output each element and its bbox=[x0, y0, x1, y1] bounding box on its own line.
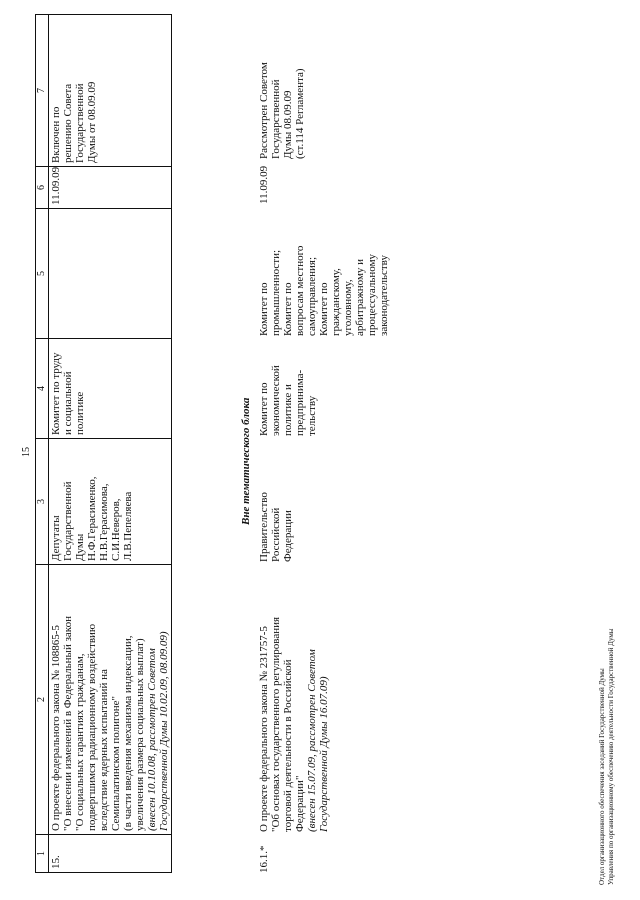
description-line: вследствие ядерных испытаний на bbox=[98, 669, 110, 831]
initiator bbox=[258, 436, 294, 562]
committee-line: тельству bbox=[306, 395, 318, 436]
bill-description bbox=[49, 565, 172, 835]
committee-line: Комитет по труду bbox=[50, 352, 62, 435]
co-committees bbox=[49, 209, 172, 339]
co-committee-line: гражданскому, bbox=[330, 268, 342, 336]
column-header: 2 bbox=[36, 565, 49, 835]
co-committee-line: процессуальному bbox=[366, 253, 378, 336]
description-line: "О социальных гарантиях гражданам, bbox=[74, 653, 86, 831]
responsible-committee bbox=[258, 336, 318, 436]
co-committees bbox=[258, 206, 390, 336]
description-line: подвергшимся радиационному воздействию bbox=[86, 623, 98, 831]
description-note-line: Государственной Думы 16.07.09) bbox=[318, 676, 330, 832]
committee-line: политике и bbox=[282, 384, 294, 436]
note-line: (ст.114 Регламента) bbox=[294, 68, 306, 159]
note bbox=[49, 15, 172, 167]
column-header: 4 bbox=[36, 339, 49, 439]
description-line: О проекте федерального закона № 108865-5 bbox=[50, 625, 62, 831]
note-line: Государственной bbox=[270, 79, 282, 159]
co-committee-line: уголовному, bbox=[342, 279, 354, 336]
page-number: 15 bbox=[21, 447, 32, 457]
section-title: Вне тематического блока bbox=[240, 397, 252, 525]
agenda-table bbox=[35, 14, 172, 873]
note-line: Думы от 08.09.09 bbox=[86, 81, 98, 163]
description-line: (в части введения механизма индексации, bbox=[122, 635, 134, 831]
note-line: Государственной bbox=[74, 83, 86, 163]
co-committee-line: промышленности; bbox=[270, 249, 282, 336]
description-note-line: (внесен 10.10.08, рассмотрен Советом bbox=[146, 648, 158, 831]
rotated-page bbox=[15, 15, 625, 885]
committee-line: Комитет по bbox=[258, 382, 270, 436]
footer-line: Управления по организационному обеспечению деятельности Государственной Думы bbox=[607, 628, 615, 885]
co-committee-line: Комитет по bbox=[282, 282, 294, 336]
initiator-line: Российской bbox=[270, 507, 282, 562]
description-line: О проекте федерального закона № 231757-5 bbox=[258, 626, 270, 832]
co-committee-line: Комитет по bbox=[318, 282, 330, 336]
column-header: 6 bbox=[36, 167, 49, 209]
note-line: решению Совета bbox=[62, 83, 74, 163]
row-number: 16.1.* bbox=[258, 845, 270, 873]
initiator-line: Думы bbox=[74, 533, 86, 561]
co-committee-line: самоуправления; bbox=[306, 256, 318, 336]
description-line: увеличения размера социальных выплат) bbox=[134, 638, 146, 831]
description-line: "О внесении изменений в Федеральный закон bbox=[62, 616, 74, 831]
description-note-line: Государственной Думы 10.02.09, 08.09.09) bbox=[158, 631, 170, 831]
note-line: Думы 08.09.09 bbox=[282, 90, 294, 159]
description-line: Семипалатинском полигоне" bbox=[110, 695, 122, 831]
column-header: 3 bbox=[36, 439, 49, 565]
description-line: "Об основах государственного регулирования bbox=[270, 616, 282, 832]
row-number: 15. bbox=[49, 835, 172, 873]
committee-line: предпринима- bbox=[294, 369, 306, 436]
note-line: Включен по bbox=[50, 106, 62, 163]
initiator-line: Правительство bbox=[258, 492, 270, 562]
table-row bbox=[49, 15, 172, 873]
committee-line: экономической bbox=[270, 365, 282, 436]
initiator-line: Депутаты bbox=[50, 515, 62, 561]
initiator-line: Государственной bbox=[62, 481, 74, 561]
description-note-line: (внесен 15.07.09, рассмотрен Советом bbox=[306, 649, 318, 832]
column-header: 1 bbox=[36, 835, 49, 873]
initiator-line: Федерации bbox=[282, 510, 294, 562]
initiator-line: С.И.Неверов, bbox=[110, 498, 122, 561]
table-header-row bbox=[36, 15, 49, 873]
initiator-line: Л.В.Пепеляева bbox=[122, 491, 134, 561]
responsible-committee bbox=[49, 339, 172, 439]
initiator-line: Н.Ф.Герасименко, bbox=[86, 476, 98, 561]
co-committee-line: арбитражному и bbox=[354, 258, 366, 336]
committee-line: политике bbox=[74, 391, 86, 435]
description-line: Федерации" bbox=[294, 775, 306, 832]
bill-description bbox=[258, 562, 330, 832]
footer-line: Отдел организационного обеспечения заседаний Государственной Думы bbox=[598, 668, 606, 885]
initiator-line: Н.В.Герасимова, bbox=[98, 483, 110, 561]
initiator bbox=[49, 439, 172, 565]
column-header: 5 bbox=[36, 209, 49, 339]
page-footer bbox=[598, 629, 616, 885]
note-line: Рассмотрен Советом bbox=[258, 62, 270, 159]
committee-line: и социальной bbox=[62, 371, 74, 435]
review-date: 11.09.09 bbox=[49, 167, 172, 209]
description-line: торговой деятельности в Российской bbox=[282, 659, 294, 832]
review-date: 11.09.09 bbox=[258, 165, 270, 204]
column-header: 7 bbox=[36, 15, 49, 167]
co-committee-line: вопросам местного bbox=[294, 245, 306, 336]
co-committee-line: Комитет по bbox=[258, 282, 270, 336]
note bbox=[258, 9, 306, 159]
co-committee-line: законодательству bbox=[378, 255, 390, 336]
